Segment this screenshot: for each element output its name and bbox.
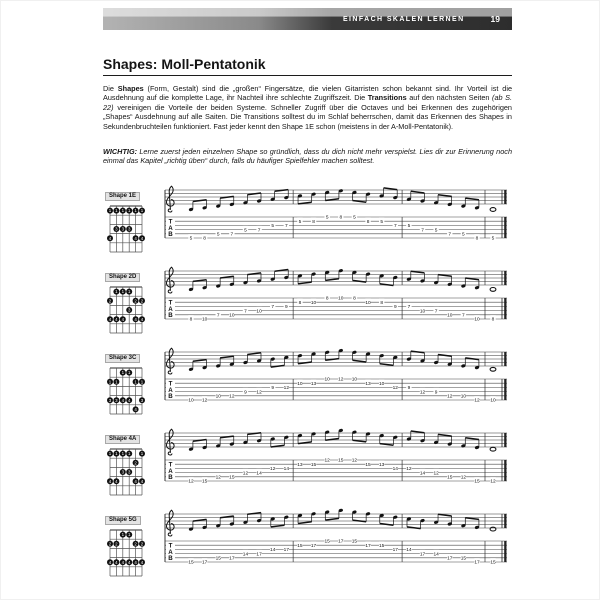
fretboard-diagram (103, 364, 149, 418)
tab-fret-number: 10 (297, 381, 303, 387)
tab-fret-number: 9 (244, 390, 247, 396)
tab-letter: A (168, 467, 173, 475)
shape-label: Shape 5G (105, 516, 141, 525)
beam (411, 431, 425, 433)
whole-note (490, 208, 496, 212)
tab-fret-number: 5 (380, 219, 384, 225)
beam (247, 353, 261, 355)
tab-fret-number: 12 (433, 471, 439, 477)
tab-fret-number: 10 (419, 309, 426, 315)
notation-svg (155, 346, 513, 410)
finger-number: 1 (121, 532, 125, 538)
tab-fret-number: 12 (419, 390, 426, 396)
beam (438, 514, 452, 516)
tab-fret-number: 10 (310, 300, 317, 306)
tab-fret-number: 8 (203, 236, 206, 242)
notation-svg (155, 265, 513, 329)
tab-fret-number: 12 (201, 398, 208, 404)
beam (384, 188, 398, 190)
finger-number: 1 (127, 370, 131, 376)
tab-fret-number: 14 (283, 467, 290, 473)
tab-fret-number: 12 (392, 386, 398, 392)
tab-fret-number: 8 (339, 215, 343, 221)
finger-number: 4 (127, 397, 131, 403)
tab-fret-number: 5 (353, 215, 356, 221)
tab-fret-number: 5 (491, 236, 495, 242)
beam (220, 196, 234, 198)
tab-fret-number: 10 (229, 313, 235, 319)
beam (298, 282, 312, 284)
tab-fret-number: 17 (229, 556, 235, 562)
scale-system-row (103, 265, 515, 346)
tab-fret-number: 8 (491, 317, 495, 323)
tab-fret-number: 8 (380, 300, 384, 306)
notation-svg (155, 508, 513, 572)
page-header-bar (103, 8, 512, 30)
finger-number: 2 (108, 541, 112, 547)
tab-fret-number: 14 (256, 471, 262, 477)
finger-number: 1 (108, 379, 112, 385)
finger-number: 4 (127, 559, 131, 565)
beam (411, 191, 425, 193)
finger-number: 1 (121, 289, 125, 295)
finger-number: 3 (115, 397, 118, 403)
tab-fret-number: 5 (462, 232, 465, 238)
finger-number: 1 (108, 208, 112, 214)
tab-fret-number: 15 (474, 479, 480, 485)
finger-number: 3 (127, 226, 131, 232)
tab-fret-number: 5 (189, 236, 193, 242)
tab-letter: B (168, 555, 173, 563)
beam (298, 522, 312, 524)
page-title: Shapes: Moll-Pentatonik (103, 56, 512, 76)
tab-fret-number: 5 (216, 232, 220, 238)
tab-fret-number: 10 (365, 300, 371, 306)
finger-number: 1 (127, 532, 131, 538)
whole-note (490, 447, 496, 451)
scale-system-row (103, 184, 515, 265)
scale-system-row (103, 508, 515, 589)
tab-fret-number: 12 (338, 377, 344, 383)
finger-number: 1 (108, 451, 112, 457)
tab-fret-number: 17 (392, 548, 398, 554)
finger-number: 4 (121, 316, 125, 322)
tab-fret-number: 15 (490, 560, 496, 566)
beam (465, 518, 479, 520)
tab-fret-number: 14 (406, 548, 412, 554)
tab-fret-number: 10 (378, 381, 385, 387)
finger-number: 1 (127, 451, 131, 457)
finger-number: 4 (108, 316, 112, 322)
tab-fret-number: 14 (392, 467, 398, 473)
tab-fret-number: 10 (215, 394, 221, 400)
finger-number: 1 (134, 379, 137, 385)
finger-number: 1 (134, 208, 137, 214)
tab-fret-number: 15 (310, 462, 317, 468)
tab-fret-number: 9 (393, 305, 397, 311)
notation-svg (155, 427, 513, 491)
tab-fret-number: 9 (284, 305, 288, 311)
tab-fret-number: 17 (419, 552, 426, 558)
finger-number: 4 (134, 559, 137, 565)
finger-number: 4 (134, 235, 137, 241)
tab-letter: T (168, 380, 173, 388)
beam (465, 198, 479, 200)
finger-number: 1 (140, 208, 144, 214)
finger-number: 4 (108, 235, 112, 241)
scale-system-row (103, 427, 515, 508)
notation-svg (155, 184, 513, 248)
beam (193, 360, 207, 362)
tab-fret-number: 14 (242, 552, 249, 558)
shape-label: Shape 1E (105, 192, 140, 201)
tab-fret-number: 14 (270, 548, 276, 554)
finger-number: 3 (121, 469, 125, 475)
tab-fret-number: 15 (297, 543, 303, 549)
finger-number: 4 (121, 397, 125, 403)
tab-fret-number: 8 (298, 300, 302, 306)
shape-block (103, 508, 153, 580)
finger-number: 2 (108, 298, 112, 304)
tab-fret-number: 15 (447, 475, 453, 481)
tab-letter: T (168, 218, 173, 226)
tab-fret-number: 7 (462, 313, 465, 319)
finger-number: 1 (115, 289, 118, 295)
finger-number: 4 (108, 559, 112, 565)
beam (298, 202, 312, 204)
beam (380, 364, 394, 366)
tab-fret-number: 7 (230, 232, 234, 238)
tab-fret-number: 15 (324, 539, 330, 545)
tab-fret-number: 9 (407, 386, 411, 392)
whole-note (490, 288, 496, 292)
tab-fret-number: 17 (447, 556, 453, 562)
finger-number: 4 (108, 478, 112, 484)
shape-block (103, 184, 153, 256)
fretboard-diagram (103, 283, 149, 337)
beam (271, 525, 285, 527)
scale-system-row (103, 346, 515, 427)
tab-fret-number: 12 (474, 398, 480, 404)
tab-fret-number: 17 (283, 548, 290, 554)
tab-fret-number: 15 (215, 556, 221, 562)
beam (438, 434, 452, 436)
tab-fret-number: 5 (325, 215, 329, 221)
tab-fret-number: 12 (270, 467, 276, 473)
finger-number: 3 (127, 307, 131, 313)
finger-number: 4 (140, 235, 144, 241)
beam (220, 356, 234, 358)
tab-fret-number: 7 (434, 309, 438, 315)
finger-number: 3 (140, 397, 144, 403)
finger-number: 3 (121, 226, 125, 232)
beam (271, 365, 285, 367)
tab-letter: B (168, 474, 173, 482)
beam (353, 360, 367, 362)
shape-block (103, 346, 153, 418)
beam (411, 271, 425, 273)
finger-number: 3 (108, 397, 112, 403)
tab-fret-number: 12 (188, 479, 194, 485)
beam (380, 444, 394, 446)
finger-number: 4 (134, 316, 137, 322)
finger-number: 4 (140, 316, 144, 322)
tab-fret-number: 12 (229, 394, 235, 400)
tab-fret-number: 7 (244, 309, 247, 315)
whole-note (490, 367, 496, 371)
tab-fret-number: 8 (353, 296, 356, 302)
beam (465, 438, 479, 440)
tab-fret-number: 12 (351, 458, 358, 464)
finger-number: 1 (115, 451, 118, 457)
wichtig-paragraph: WICHTIG: Lerne zuerst jeden einzelnen Shape so gründlich, dass du dich nicht mehr verspielst. Lies dir zur Erinnerung noch einmal das Kapitel „richtig üben“ durch, falls du häufiger Spielfehler machen solltest. (103, 147, 512, 166)
finger-number: 4 (115, 478, 118, 484)
tab-fret-number: 12 (242, 471, 249, 477)
tab-fret-number: 12 (324, 458, 330, 464)
fretboard-diagram (103, 445, 149, 499)
finger-number: 1 (121, 208, 125, 214)
tab-fret-number: 7 (393, 224, 397, 230)
tab-fret-number: 15 (378, 543, 385, 549)
tab-fret-number: 10 (460, 394, 467, 400)
fretboard-diagram (103, 526, 149, 580)
tab-fret-number: 13 (297, 462, 303, 468)
tab-fret-number: 5 (407, 224, 411, 230)
tab-fret-number: 12 (447, 394, 453, 400)
beam (407, 527, 421, 529)
shape-label: Shape 3C (105, 354, 140, 363)
finger-number: 2 (134, 298, 137, 304)
tab-letter: B (168, 231, 173, 239)
tab-fret-number: 13 (378, 462, 385, 468)
beam (325, 518, 339, 520)
beam (353, 440, 367, 442)
tab-fret-number: 8 (366, 219, 370, 225)
tab-fret-number: 12 (215, 475, 221, 481)
finger-number: 2 (134, 541, 137, 547)
beam (465, 358, 479, 360)
tab-fret-number: 8 (325, 296, 329, 302)
tab-fret-number: 10 (324, 377, 330, 383)
beam (438, 355, 452, 357)
finger-number: 1 (121, 451, 125, 457)
tab-fret-number: 15 (229, 475, 235, 481)
tab-fret-number: 5 (271, 224, 275, 230)
beam (193, 280, 207, 282)
tab-fret-number: 7 (448, 232, 452, 238)
tab-fret-number: 17 (310, 543, 317, 549)
shape-block (103, 427, 153, 499)
shape-block (103, 265, 153, 337)
tab-fret-number: 10 (447, 313, 453, 319)
beam (380, 524, 394, 526)
header-title: EINFACH SKALEN LERNEN (342, 15, 465, 23)
tab-fret-number: 17 (256, 552, 262, 558)
finger-number: 1 (127, 208, 131, 214)
tab-fret-number: 7 (407, 305, 411, 311)
tab-fret-number: 13 (310, 381, 317, 387)
tab-fret-number: 5 (434, 228, 438, 234)
finger-number: 4 (121, 559, 125, 565)
tab-fret-number: 14 (433, 552, 439, 558)
tab-fret-number: 7 (271, 305, 275, 311)
tab-fret-number: 12 (256, 390, 262, 396)
tab-fret-number: 15 (460, 556, 467, 562)
tab-letter: T (168, 299, 173, 307)
page-number: 19 (490, 14, 500, 24)
tab-fret-number: 10 (256, 309, 262, 315)
tab-fret-number: 7 (216, 313, 220, 319)
tab-fret-number: 8 (475, 236, 479, 242)
finger-number: 1 (140, 379, 144, 385)
finger-number: 2 (140, 541, 144, 547)
tab-fret-number: 14 (419, 471, 426, 477)
tab-letter: A (168, 548, 173, 556)
tab-fret-number: 9 (271, 386, 275, 392)
tab-letter: T (168, 461, 173, 469)
finger-number: 1 (127, 289, 131, 295)
finger-number: 2 (140, 298, 144, 304)
tab-letter: B (168, 312, 173, 320)
tab-fret-number: 10 (351, 377, 358, 383)
finger-number: 2 (115, 541, 118, 547)
tab-fret-number: 10 (474, 317, 480, 323)
tab-letter: A (168, 386, 173, 394)
tab-fret-number: 5 (244, 228, 247, 234)
tab-letter: T (168, 542, 173, 550)
intro-paragraph: Die Shapes (Form, Gestalt) sind die „großen“ Fingersätze, die vielen Gitarristen schon bekannt sind. Ihr Vorteil ist die Ausdehnung auf die komplette Lage, ihr Nachteil ihre schlechte Zugriffszeit. Die Transitions auf den nächsten Seiten (ab S. 22) vereinigen die Vorteile der beiden Systeme. Schneller Zugriff über die Octaves und bei Erkennen des zugehörigen „Shapes“ Ausdehnung auf alle Saiten. Die Transitions solltest du im Schlaf beherrschen, damit das Erkennen des Shapes in Sekundenbruchteilen funktioniert. Fast jeder kennt den Shape 1E schon (meistens in der A-Moll-Pentatonik). (103, 84, 513, 131)
tab-fret-number: 17 (365, 543, 371, 549)
tab-fret-number: 17 (201, 560, 208, 566)
finger-number: 4 (134, 478, 137, 484)
tab-fret-number: 7 (421, 228, 424, 234)
tab-fret-number: 12 (283, 386, 290, 392)
tab-fret-number: 10 (490, 398, 496, 404)
tab-fret-number: 15 (201, 479, 208, 485)
shape-label: Shape 2D (105, 273, 140, 282)
finger-number: 2 (134, 460, 137, 466)
tab-fret-number: 17 (474, 560, 480, 566)
beam (325, 279, 339, 281)
tab-fret-number: 15 (188, 560, 194, 566)
tab-fret-number: 10 (338, 296, 344, 302)
tab-fret-number: 15 (365, 462, 371, 468)
tab-fret-number: 15 (351, 539, 358, 545)
tab-fret-number: 7 (257, 228, 261, 234)
finger-number: 4 (134, 407, 137, 412)
finger-number: 4 (140, 559, 144, 565)
tab-fret-number: 7 (284, 224, 288, 230)
finger-number: 3 (127, 469, 131, 475)
tab-fret-number: 17 (338, 539, 344, 545)
shape-label: Shape 4A (105, 435, 140, 444)
tab-fret-number: 8 (189, 317, 193, 323)
finger-number: 4 (115, 559, 118, 565)
tab-letter: A (168, 224, 173, 232)
tab-letter: A (168, 305, 173, 313)
tab-letter: B (168, 393, 173, 401)
beam (411, 351, 425, 353)
beam (438, 275, 452, 277)
tab-fret-number: 5 (298, 219, 302, 225)
tab-fret-number: 13 (365, 381, 371, 387)
scale-systems-container (103, 184, 515, 589)
tab-fret-number: 8 (312, 219, 315, 225)
tab-fret-number: 15 (338, 458, 344, 464)
tab-fret-number: 12 (406, 467, 412, 473)
tab-fret-number: 9 (434, 390, 438, 396)
finger-number: 4 (140, 478, 144, 484)
tab-fret-number: 12 (460, 475, 467, 481)
finger-number: 4 (115, 316, 118, 322)
finger-number: 1 (121, 370, 125, 376)
beam (353, 280, 367, 282)
tab-fret-number: 10 (201, 317, 208, 323)
finger-number: 1 (115, 208, 118, 214)
beam (193, 200, 207, 202)
finger-number: 3 (115, 226, 118, 232)
finger-number: 1 (140, 451, 144, 457)
tab-fret-number: 12 (490, 479, 496, 485)
finger-number: 1 (115, 379, 118, 385)
beam (438, 195, 452, 197)
tab-fret-number: 10 (188, 398, 194, 404)
fretboard-diagram (103, 202, 149, 256)
beam (353, 520, 367, 522)
